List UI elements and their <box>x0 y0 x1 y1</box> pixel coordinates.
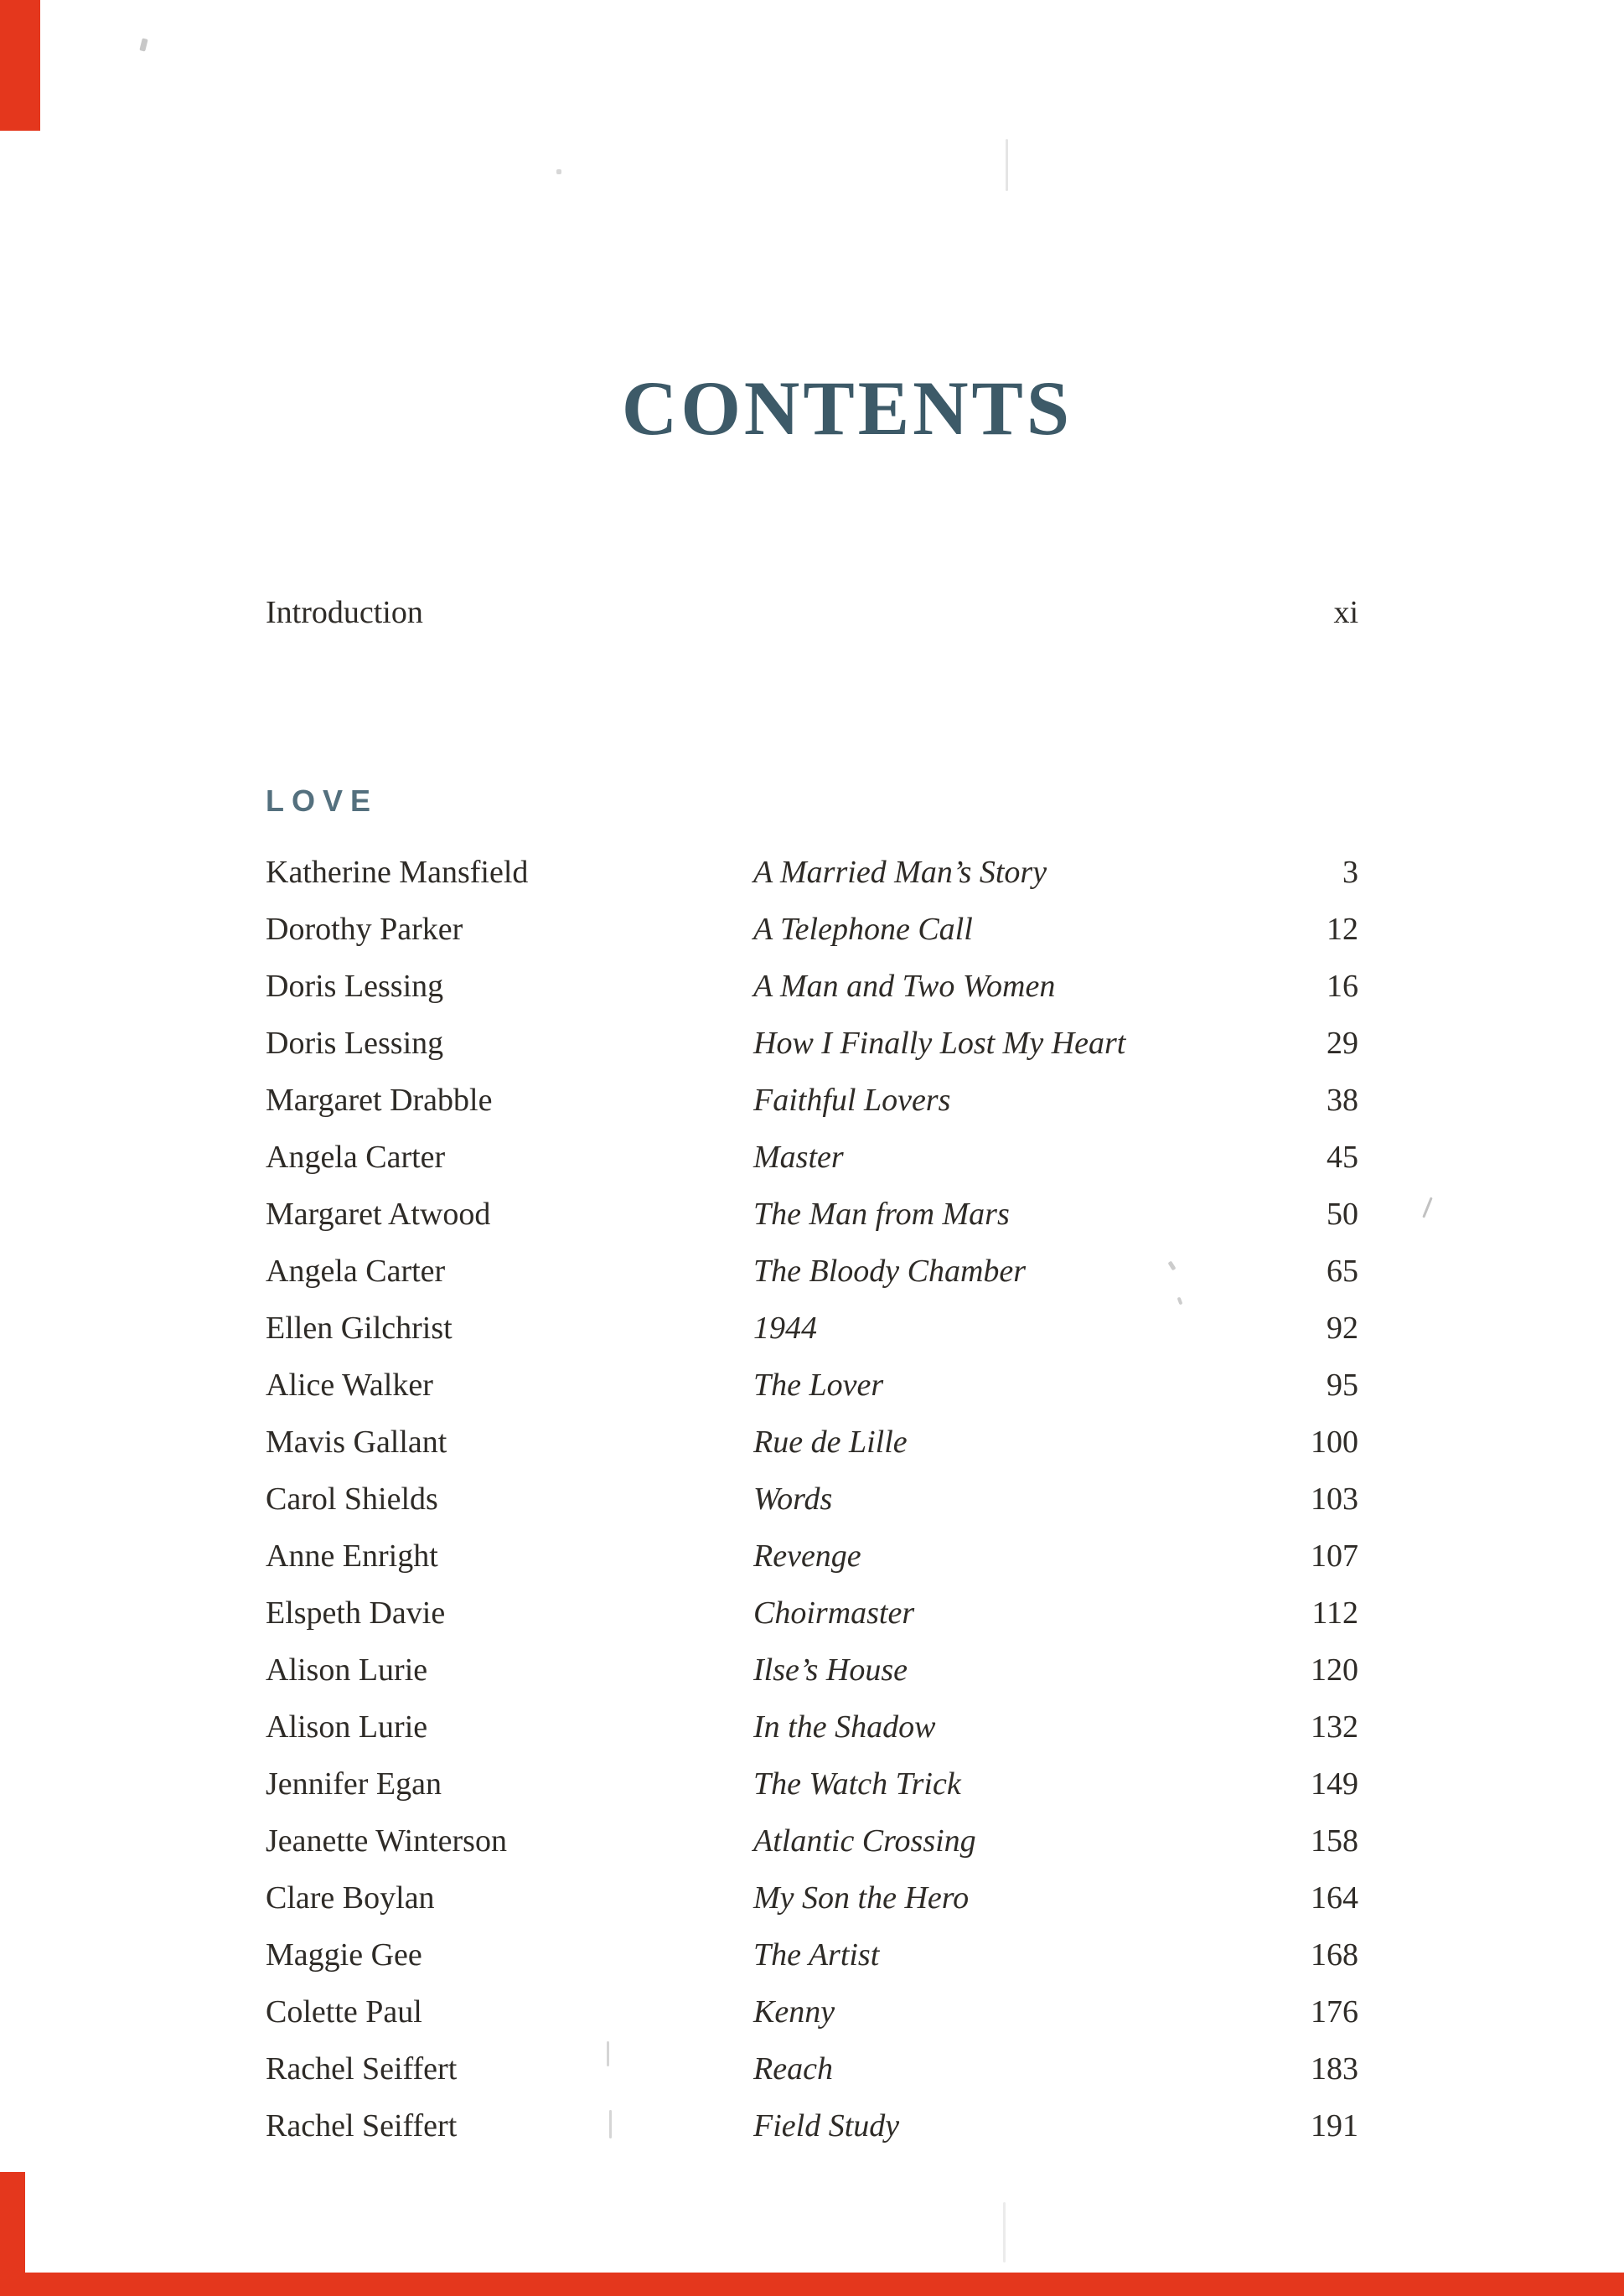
scan-smudge <box>139 38 147 51</box>
toc-title: Revenge <box>753 1538 861 1574</box>
toc-author: Anne Enright <box>266 1538 438 1574</box>
toc-page-number: 3 <box>1342 855 1358 890</box>
toc-row <box>266 2097 1358 2154</box>
scan-red-strip-top-left <box>0 0 40 131</box>
toc-page-number: 12 <box>1327 912 1358 947</box>
toc-author: Clare Boylan <box>266 1880 435 1916</box>
toc-page-number: 95 <box>1327 1368 1358 1403</box>
toc-title: A Married Man’s Story <box>753 855 1047 890</box>
toc-author: Elspeth Davie <box>266 1595 446 1631</box>
toc-author: Dorothy Parker <box>266 912 463 947</box>
toc-page-number: 65 <box>1327 1254 1358 1289</box>
toc-title: A Man and Two Women <box>753 969 1056 1004</box>
toc-title: The Man from Mars <box>753 1197 1010 1232</box>
toc-author: Doris Lessing <box>266 1026 444 1061</box>
toc-title: The Artist <box>753 1937 880 1973</box>
toc-list <box>266 844 1358 2154</box>
toc-row <box>266 1414 1358 1471</box>
toc-author: Rachel Seiffert <box>266 2108 458 2143</box>
toc-author: Margaret Atwood <box>266 1197 491 1232</box>
toc-row <box>266 1699 1358 1756</box>
toc-title: Choirmaster <box>753 1595 915 1631</box>
toc-title: Master <box>753 1140 844 1175</box>
toc-title: The Bloody Chamber <box>753 1254 1027 1289</box>
scan-smudge <box>1003 2202 1006 2262</box>
toc-row <box>266 1756 1358 1812</box>
toc-page-number: 132 <box>1311 1709 1358 1745</box>
toc-row <box>266 1072 1358 1129</box>
toc-page-number: 164 <box>1311 1880 1358 1916</box>
toc-author: Margaret Drabble <box>266 1083 493 1118</box>
toc-row <box>266 1357 1358 1414</box>
toc-author: Carol Shields <box>266 1482 438 1517</box>
toc-title: Atlantic Crossing <box>753 1823 976 1859</box>
toc-page-number: 38 <box>1327 1083 1358 1118</box>
toc-page-number: 183 <box>1311 2051 1358 2087</box>
toc-row <box>266 1129 1358 1186</box>
scan-red-bar-bottom <box>0 2273 1624 2296</box>
toc-row <box>266 1243 1358 1300</box>
toc-title: The Watch Trick <box>753 1766 961 1802</box>
toc-title: The Lover <box>753 1368 884 1403</box>
toc-author: Katherine Mansfield <box>266 855 529 890</box>
toc-author: Jennifer Egan <box>266 1766 442 1802</box>
toc-title: Field Study <box>753 2108 900 2143</box>
toc-page-number: 191 <box>1311 2108 1358 2143</box>
toc-row <box>266 1186 1358 1243</box>
toc-row <box>266 901 1358 958</box>
toc-author: Maggie Gee <box>266 1937 422 1973</box>
toc-row <box>266 2040 1358 2097</box>
toc-author: Doris Lessing <box>266 969 444 1004</box>
toc-author: Ellen Gilchrist <box>266 1311 453 1346</box>
toc-row <box>266 1983 1358 2040</box>
toc-row <box>266 1926 1358 1983</box>
section-heading-love: LOVE <box>266 783 379 818</box>
toc-page-number: 107 <box>1311 1538 1358 1574</box>
introduction-page-number: xi <box>1333 595 1358 630</box>
toc-row <box>266 1015 1358 1072</box>
toc-page-number: 100 <box>1311 1425 1358 1460</box>
toc-title: Ilse’s House <box>753 1652 908 1688</box>
toc-row <box>266 1812 1358 1869</box>
toc-page-number: 120 <box>1311 1652 1358 1688</box>
toc-row <box>266 1528 1358 1585</box>
toc-row <box>266 1471 1358 1528</box>
scan-smudge <box>1422 1197 1433 1218</box>
toc-row <box>266 1642 1358 1699</box>
toc-page-number: 168 <box>1311 1937 1358 1973</box>
toc-row <box>266 1585 1358 1642</box>
toc-page-number: 149 <box>1311 1766 1358 1802</box>
introduction-row <box>266 597 1358 628</box>
toc-author: Alice Walker <box>266 1368 433 1403</box>
toc-page-number: 16 <box>1327 969 1358 1004</box>
toc-title: Reach <box>753 2051 833 2087</box>
scan-smudge <box>556 169 561 174</box>
toc-title: How I Finally Lost My Heart <box>753 1026 1126 1061</box>
toc-title: 1944 <box>753 1311 817 1346</box>
toc-page-number: 50 <box>1327 1197 1358 1232</box>
toc-page-number: 112 <box>1311 1595 1358 1631</box>
page-title: CONTENTS <box>621 365 1073 451</box>
toc-author: Angela Carter <box>266 1140 446 1175</box>
introduction-label: Introduction <box>266 595 423 630</box>
toc-row <box>266 1869 1358 1926</box>
toc-row <box>266 844 1358 901</box>
toc-title: Faithful Lovers <box>753 1083 951 1118</box>
toc-title: Rue de Lille <box>753 1425 908 1460</box>
scan-smudge <box>1006 139 1008 191</box>
toc-page-number: 29 <box>1327 1026 1358 1061</box>
toc-author: Angela Carter <box>266 1254 446 1289</box>
toc-author: Mavis Gallant <box>266 1425 447 1460</box>
toc-author: Jeanette Winterson <box>266 1823 507 1859</box>
toc-author: Rachel Seiffert <box>266 2051 458 2087</box>
toc-page-number: 103 <box>1311 1482 1358 1517</box>
toc-page-number: 92 <box>1327 1311 1358 1346</box>
toc-author: Colette Paul <box>266 1994 422 2030</box>
toc-title: In the Shadow <box>753 1709 936 1745</box>
toc-row <box>266 1300 1358 1357</box>
toc-title: My Son the Hero <box>753 1880 970 1916</box>
toc-page-number: 45 <box>1327 1140 1358 1175</box>
toc-author: Alison Lurie <box>266 1709 428 1745</box>
toc-title: Kenny <box>753 1994 835 2030</box>
toc-page-number: 158 <box>1311 1823 1358 1859</box>
toc-title: A Telephone Call <box>753 912 973 947</box>
toc-author: Alison Lurie <box>266 1652 428 1688</box>
toc-title: Words <box>753 1482 833 1517</box>
toc-row <box>266 958 1358 1015</box>
toc-page-number: 176 <box>1311 1994 1358 2030</box>
